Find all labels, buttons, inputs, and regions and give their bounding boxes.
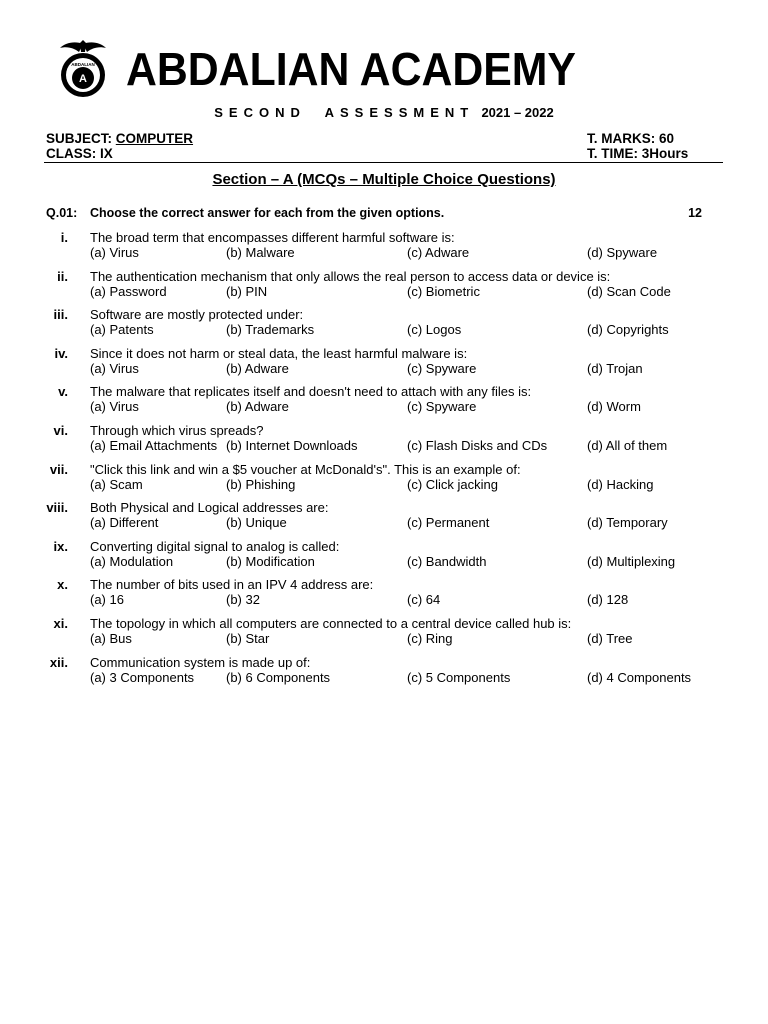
option-d: (d) Spyware [587, 245, 658, 260]
school-logo [52, 40, 114, 98]
option-a: (a) Scam [90, 476, 143, 492]
question-stem: Communication system is made up of: [90, 654, 311, 670]
section-title-text: Section – A (MCQs – Multiple Choice Questions) [212, 171, 556, 188]
header-divider [44, 162, 723, 163]
question-roman-number: viii. [46, 500, 68, 516]
question-roman-number: ii. [57, 268, 68, 284]
option-b: (b) Star [226, 630, 270, 646]
option-a: (a) Password [90, 283, 167, 299]
question-roman-number: i. [60, 230, 68, 245]
question-instruction: Choose the correct answer for each from the given options. [90, 206, 445, 220]
mcq-item [0, 308, 768, 347]
option-c: (c) Adware [407, 245, 470, 260]
option-d: (d) Copyrights [587, 322, 669, 338]
option-c: (c) Permanent [407, 515, 490, 531]
question-stem: The malware that replicates itself and doesn't need to attach with any files is: [90, 384, 532, 400]
mcq-item [0, 347, 768, 386]
option-c: (c) 64 [407, 592, 441, 608]
mcq-item [0, 501, 768, 540]
marks-line: T. MARKS: 60 [587, 131, 675, 146]
option-a: (a) Email Attachments [90, 437, 218, 453]
school-name: ABDALIAN ACADEMY [126, 43, 576, 95]
option-c: (c) 5 Components [407, 669, 511, 685]
option-d: (d) 128 [587, 592, 629, 608]
mcq-item [0, 578, 768, 617]
question-roman-number: v. [58, 384, 68, 400]
mcq-list [0, 231, 768, 694]
option-a: (a) 16 [90, 592, 124, 608]
option-a: (a) Virus [90, 245, 139, 260]
question-roman-number: vi. [53, 422, 68, 438]
question-roman-number: vii. [49, 461, 68, 477]
question-roman-number: iii. [53, 307, 68, 323]
assessment-title [0, 105, 768, 121]
option-d: (d) Multiplexing [587, 553, 676, 569]
option-d: (d) All of them [587, 437, 668, 453]
option-b: (b) Modification [226, 553, 315, 569]
question-stem: "Click this link and win a $5 voucher at McDonald's". This is an example of: [90, 461, 521, 477]
option-a: (a) Modulation [90, 553, 174, 569]
option-a: (a) Virus [90, 360, 139, 376]
mcq-item [0, 270, 768, 309]
option-b: (b) Internet Downloads [226, 437, 358, 453]
question-stem: The number of bits used in an IPV 4 address are: [90, 577, 374, 593]
mcq-item [0, 424, 768, 463]
option-a: (a) 3 Components [90, 669, 195, 685]
meta-left [46, 131, 193, 161]
question-roman-number: xii. [49, 654, 68, 670]
svg-text:ABDALIAN: ABDALIAN [71, 62, 95, 67]
option-c: (c) Bandwidth [407, 553, 487, 569]
option-a: (a) Different [90, 515, 159, 531]
option-d: (d) Scan Code [587, 283, 671, 299]
option-a: (a) Bus [90, 630, 132, 646]
option-b: (b) 6 Components [226, 669, 331, 685]
option-d: (d) 4 Components [587, 669, 692, 685]
option-c: (c) Click jacking [407, 476, 499, 492]
question-roman-number: ix. [53, 538, 68, 554]
option-d: (d) Hacking [587, 476, 654, 492]
option-b: (b) Adware [226, 399, 289, 415]
option-a: (a) Patents [90, 322, 154, 338]
mcq-item [0, 540, 768, 579]
class-line: CLASS: IX [46, 146, 113, 161]
question-stem: The authentication mechanism that only allows the real person to access data or device is: [90, 268, 611, 284]
option-d: (d) Temporary [587, 515, 668, 531]
assessment-year: 2021 – 2022 [481, 105, 554, 120]
option-b: (b) Malware [226, 245, 295, 260]
option-b: (b) Trademarks [226, 322, 315, 338]
option-b: (b) PIN [226, 283, 268, 299]
option-c: (c) Ring [407, 630, 453, 646]
option-d: (d) Trojan [587, 360, 643, 376]
question-stem: Since it does not harm or steal data, the least harmful malware is: [90, 345, 468, 361]
time-line: T. TIME: 3Hours [587, 146, 689, 161]
option-b: (b) 32 [226, 592, 260, 608]
mcq-item [0, 231, 768, 270]
option-d: (d) Tree [587, 630, 633, 646]
assessment-word: SECOND ASSESSMENT [214, 105, 475, 120]
question-stem: The topology in which all computers are connected to a central device called hub is: [90, 615, 572, 631]
option-a: (a) Virus [90, 399, 139, 415]
option-b: (b) Unique [226, 515, 287, 531]
section-title [0, 171, 768, 189]
question-stem: Software are mostly protected under: [90, 307, 304, 323]
question-roman-number: x. [57, 577, 68, 593]
option-c: (c) Biometric [407, 283, 480, 299]
mcq-item [0, 617, 768, 656]
question-stem: Converting digital signal to analog is called: [90, 538, 340, 554]
mcq-item [0, 385, 768, 424]
mcq-item [0, 656, 768, 695]
question-marks: 12 [688, 206, 702, 220]
option-c: (c) Flash Disks and CDs [407, 437, 548, 453]
option-d: (d) Worm [587, 399, 641, 415]
mcq-item [0, 463, 768, 502]
question-roman-number: xi. [53, 615, 68, 631]
question-roman-number: iv. [54, 345, 68, 361]
meta-right [587, 131, 688, 161]
question-number: Q.01: [46, 206, 78, 220]
option-c: (c) Spyware [407, 399, 477, 415]
subject-value: COMPUTER [115, 131, 194, 146]
question-stem: Both Physical and Logical addresses are: [90, 500, 329, 516]
question-stem: Through which virus spreads? [90, 422, 264, 438]
option-b: (b) Phishing [226, 476, 296, 492]
option-c: (c) Logos [407, 322, 462, 338]
subject-label: SUBJECT: [46, 131, 113, 146]
svg-text:A: A [79, 73, 87, 85]
question-stem: The broad term that encompasses different harmful software is: [90, 230, 455, 245]
option-c: (c) Spyware [407, 360, 477, 376]
option-b: (b) Adware [226, 360, 289, 376]
